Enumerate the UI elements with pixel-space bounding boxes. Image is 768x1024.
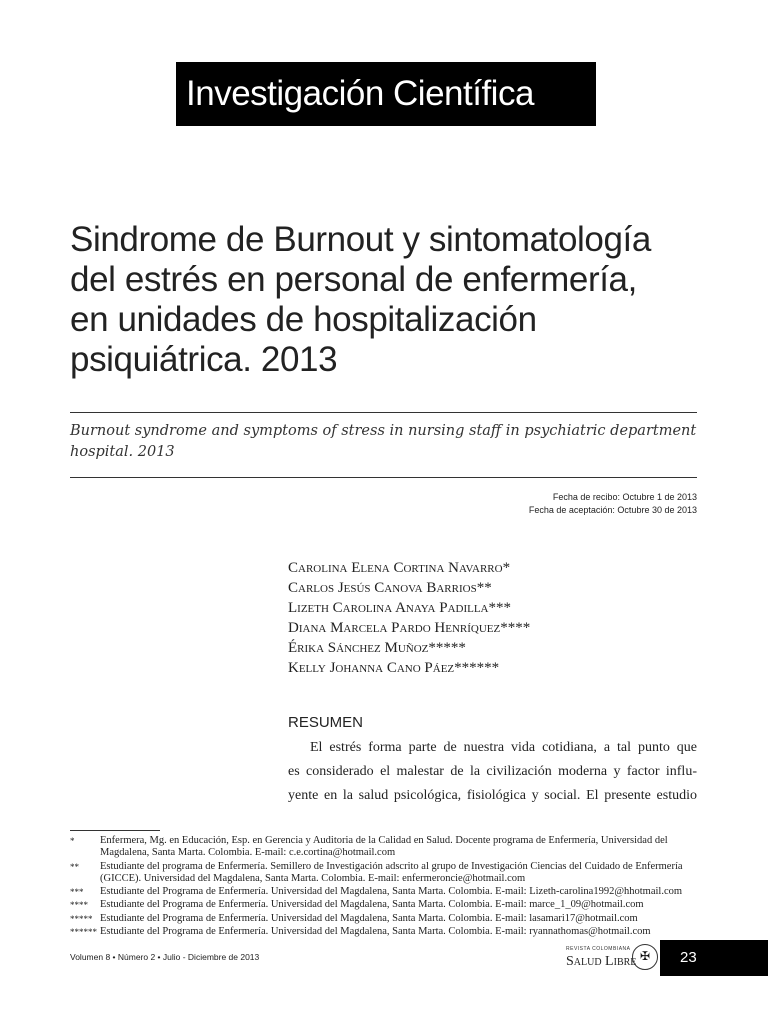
abstract-line: yente en la salud psicológica, fisiológica y social. El presente estudio: [288, 788, 697, 803]
abstract-line: es considerado el malestar de la civilización moderna y factor influ-: [288, 764, 697, 779]
received-date: Fecha de recibo: Octubre 1 de 2013: [552, 492, 697, 502]
footnote: [70, 926, 697, 938]
abstract-heading: RESUMEN: [288, 714, 364, 731]
abstract-line: El estrés forma parte de nuestra vida cotidiana, a tal punto que: [310, 740, 697, 755]
footnote-text: Estudiante del programa de Enfermería. Semillero de Investigación adscrito al grupo de Investigación Ciencias del Cuidado de Enfermería (GICCE). Universidad del Magdalena, Santa Marta. Colombia. E-mail: enfermeroncie@hotmail.com: [100, 860, 683, 884]
author: Carlos Jesús Canova Barrios**: [288, 580, 492, 596]
footnote-text: Estudiante del Programa de Enfermería. Universidad del Magdalena, Santa Marta. Colombia. E-mail: Lizeth-carolina1992@hhotmail.com: [100, 886, 683, 898]
journal-logo: [566, 944, 658, 972]
footnotes: [70, 835, 697, 939]
title-line: en unidades de hospitalización: [70, 300, 537, 339]
logo-title: Salud Libre: [566, 954, 637, 969]
author: Diana Marcela Pardo Henríquez****: [288, 620, 531, 636]
footnote: [70, 913, 697, 925]
footnote: [70, 899, 697, 911]
logo-small-text: REVISTA COLOMBIANA: [566, 946, 631, 952]
divider: [70, 412, 697, 413]
footnote-mark: ****: [70, 900, 88, 911]
footnote-text: Enfermera, Mg. en Educación, Esp. en Gerencia y Auditoria de la Calidad en Salud. Docente programa de Enfermería, Universidad del Magdalena, Santa Marta. Colombia. E-mail: c.e.cortina@hotmail.com: [100, 835, 668, 859]
divider: [70, 477, 697, 478]
footnote: [70, 861, 697, 886]
accepted-date: Fecha de aceptación: Octubre 30 de 2013: [528, 505, 697, 515]
page-number: 23: [660, 940, 768, 976]
footnote: [70, 886, 697, 898]
author-list: [288, 558, 530, 678]
title-line: del estrés en personal de enfermería,: [70, 260, 637, 299]
section-banner: Investigación Científica: [176, 62, 596, 126]
dates: [529, 491, 697, 517]
author: Lizeth Carolina Anaya Padilla***: [288, 600, 512, 616]
footnote-text: Estudiante del Programa de Enfermería. Universidad del Magdalena, Santa Marta. Colombia. E-mail: lasamari17@hotmail.com: [100, 912, 638, 924]
footnote-text: Estudiante del Programa de Enfermería. Universidad del Magdalena, Santa Marta. Colombia. E-mail: ryannathomas@hotmail.com: [100, 926, 651, 938]
subtitle-line: hospital. 2013: [70, 444, 175, 460]
article-title: [70, 220, 710, 380]
author: Carolina Elena Cortina Navarro*: [288, 560, 511, 576]
title-line: psiquiátrica. 2013: [70, 340, 338, 379]
footnote: [70, 835, 697, 860]
footnote-mark: *: [70, 836, 75, 846]
footnote-divider: [70, 830, 160, 831]
footnote-text: Estudiante del Programa de Enfermería. Universidad del Magdalena, Santa Marta. Colombia. E-mail: marce_1_09@hotmail.com: [100, 899, 644, 911]
footnote-mark: ***: [70, 887, 84, 898]
footnote-mark: *****: [70, 913, 93, 924]
author: Kelly Johanna Cano Páez******: [288, 660, 500, 676]
title-line: Sindrome de Burnout y sintomatología: [70, 220, 651, 259]
seal-icon: ✠: [632, 944, 658, 970]
footnote-mark: ******: [70, 927, 97, 938]
issue-info: Volumen 8 • Número 2 • Julio - Diciembre de 2013: [70, 952, 260, 962]
abstract-text: [288, 736, 697, 808]
subtitle-line: Burnout syndrome and symptoms of stress in nursing staff in psychiatric department: [70, 423, 697, 439]
author: Érika Sánchez Muñoz*****: [288, 640, 466, 656]
english-title: [70, 421, 697, 463]
footnote-mark: **: [70, 861, 79, 872]
